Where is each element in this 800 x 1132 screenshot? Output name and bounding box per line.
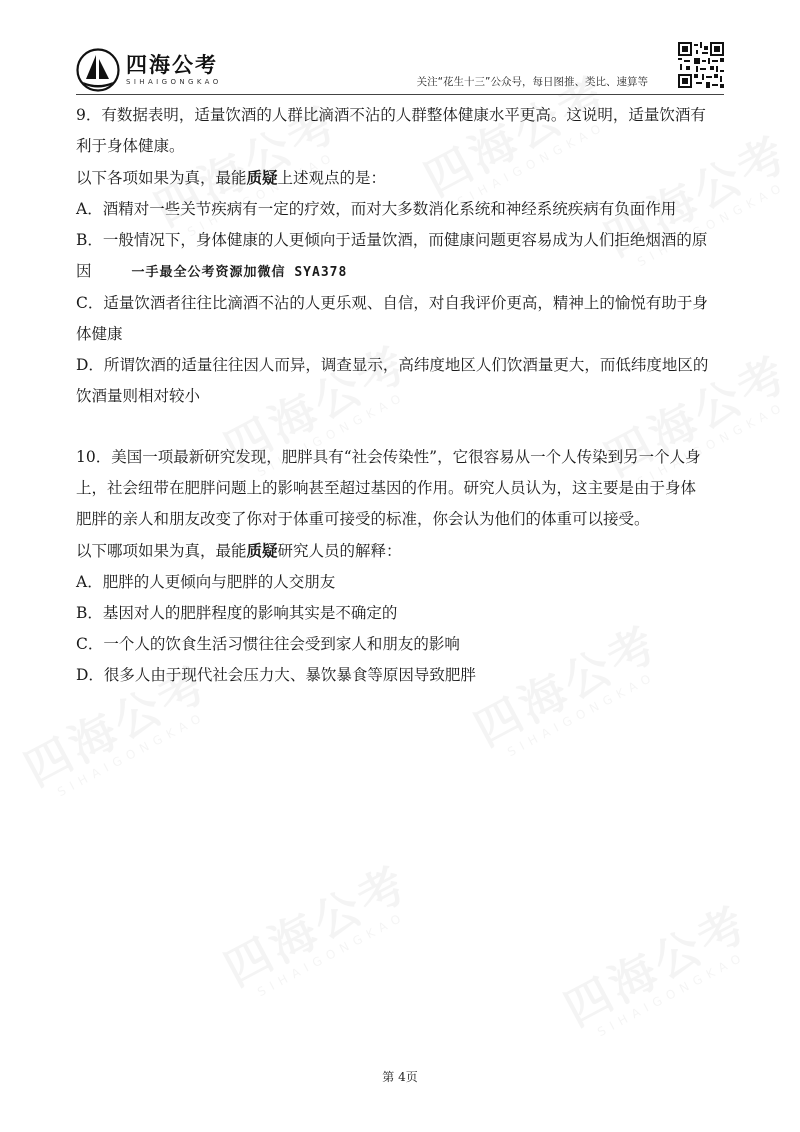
option-d-continued: 饮酒量则相对较小 [76, 387, 201, 405]
logo-english-name: SIHAIGONGKAO [126, 78, 222, 86]
sail-logo-icon [76, 48, 120, 92]
header-divider [76, 94, 724, 95]
promo-text: 一手最全公考资源加微信 SYA378 [131, 265, 348, 280]
option-b: B．一般情况下，身体健康的人更倾向于适量饮酒，而健康问题更容易成为人们拒绝烟酒的原 [76, 231, 708, 249]
watermark [557, 897, 764, 1047]
option-a: A．酒精对一些关节疾病有一定的疗效，而对大多数消化系统和神经系统疾病有负面作用 [76, 200, 677, 218]
qr-code-icon [678, 42, 724, 88]
keyword-emphasis: 质疑 [246, 541, 278, 560]
question-10 [76, 442, 736, 691]
option-b: B．基因对人的肥胖程度的影响其实是不确定的 [76, 604, 398, 622]
question-stem-line: 上，社会纽带在肥胖问题上的影响甚至超过基因的作用。研究人员认为，这主要是由于身体 [76, 479, 697, 497]
question-9 [76, 100, 736, 412]
option-d: D．很多人由于现代社会压力大、暴饮暴食等原因导致肥胖 [76, 666, 476, 684]
option-b-continued: 因 一手最全公考资源加微信 SYA378 [76, 262, 348, 280]
watermark [217, 857, 424, 1007]
question-prompt: 以下各项如果为真，最能质疑上述观点的是： [76, 168, 387, 187]
option-c: C．一个人的饮食生活习惯往往会受到家人和朋友的影响 [76, 635, 460, 653]
keyword-emphasis: 质疑 [246, 168, 278, 187]
page-number: 第 4页 [382, 1070, 418, 1084]
option-c: C．适量饮酒者往往比滴酒不沾的人更乐观、自信，对自我评价更高，精神上的愉悦有助于身 [76, 294, 708, 312]
question-prompt: 以下哪项如果为真，最能质疑研究人员的解释： [76, 541, 402, 560]
question-stem-line: 肥胖的亲人和朋友改变了你对于体重可接受的标准，你会认为他们的体重可以接受。 [76, 510, 650, 528]
page-content [76, 100, 736, 691]
question-stem-line: 10．美国一项最新研究发现，肥胖具有“社会传染性”，它很容易从一个人传染到另一个人身 [76, 448, 701, 466]
option-c-continued: 体健康 [76, 325, 123, 343]
header-slogan: 关注“花生十三”公众号，每日图推、类比、速算等 [416, 76, 648, 88]
brand-logo [76, 48, 222, 92]
option-d: D．所谓饮酒的适量往往因人而异，调查显示，高纬度地区人们饮酒量更大，而低纬度地区的 [76, 356, 709, 374]
section-gap [76, 412, 736, 442]
question-stem-line: 利于身体健康。 [76, 137, 185, 155]
logo-chinese-name: 四海公考 [126, 53, 218, 77]
question-stem-line: 9．有数据表明，适量饮酒的人群比滴酒不沾的人群整体健康水平更高。这说明，适量饮酒有 [76, 106, 706, 124]
option-a: A．肥胖的人更倾向与肥胖的人交朋友 [76, 573, 336, 591]
page-header [76, 40, 724, 100]
